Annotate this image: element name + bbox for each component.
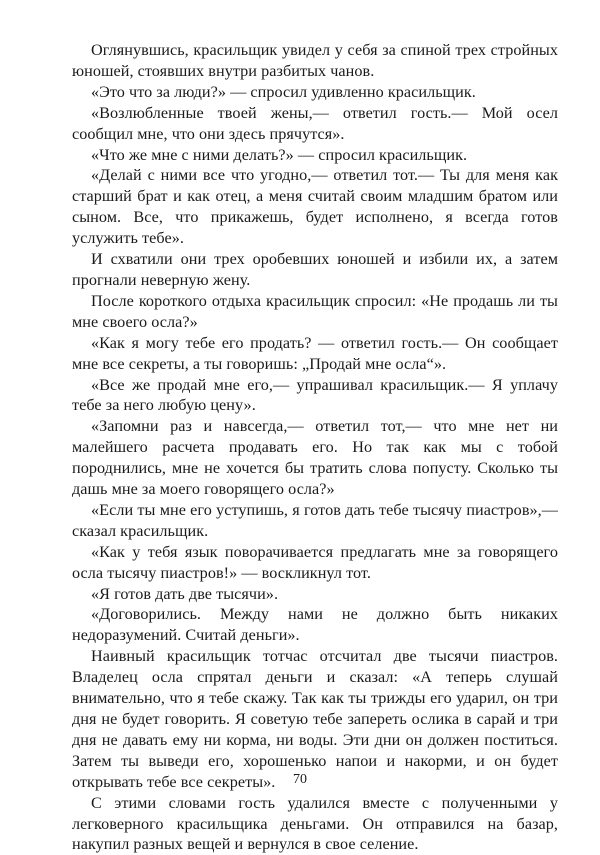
paragraph: Наивный красильщик тотчас отсчитал две тысячи пиастров. Владелец осла спрятал деньги и сказал: «А теперь слушай внимательно, что я тебе скажу. Так как ты трижды его ударил, он три дня не будет говорить. Я советую тебе запереть ослика в сарай и три дня не давать ему ни корма, ни воды. Эти дни он должен поститься. Затем ты выведи его, хорошенько напои и накорми, и он будет открывать тебе все секреты». <box>72 647 558 791</box>
paragraph: «Возлюбленные твоей жены,— ответил гость.— Мой осел сообщил мне, что они здесь прячутся». <box>72 103 558 143</box>
paragraph: «Я готов дать две тысячи». <box>91 584 279 603</box>
paragraph: «Все же продай мне его,— упрашивал красильщик.— Я уплачу тебе за него любую цену». <box>72 375 558 415</box>
paragraph: «Запомни раз и навсегда,— ответил тот,— что мне нет ни малейшего расчета продавать его. Но так как мы с тобой породнились, мне не хочется бы тратить слова попусту. Сколько ты дашь мне за моего говорящего осла?» <box>72 417 558 499</box>
paragraph: После короткого отдыха красильщик спросил: «Не продашь ли ты мне своего осла?» <box>72 291 558 331</box>
paragraph: «Как у тебя язык поворачивается предлагать мне за говорящего осла тысячу пиастров!» — воскликнул тот. <box>72 542 558 582</box>
paragraph: «Договорились. Между нами не должно быть никаких недоразумений. Считай деньги». <box>72 605 558 645</box>
paragraph: «Что же мне с ними делать?» — спросил красильщик. <box>91 145 468 164</box>
paragraph: С этими словами гость удалился вместе с полученными у легковерного красильщика деньгами. Он отправился на базар, накупил разных вещей и вернулся в свое селение. <box>72 793 558 854</box>
paragraph: «Если ты мне его уступишь, я готов дать тебе тысячу пиастров»,— сказал красильщик. <box>72 500 558 540</box>
page-number: 70 <box>293 772 307 787</box>
paragraph: «Делай с ними все что угодно,— ответил тот.— Ты для меня как старший брат и как отец, а меня считай своим младшим братом или сыном. Все, что прикажешь, будет исполнено, я всегда готов услужить тебе». <box>72 166 558 248</box>
paragraph: «Это что за люди?» — спросил удивленно красильщик. <box>91 82 476 101</box>
page-body <box>72 40 558 855</box>
paragraph: Оглянувшись, красильщик увидел у себя за спиной трех стройных юношей, стоявших внутри разбитых чанов. <box>72 41 558 80</box>
paragraph: «Как я могу тебе его продать? — ответил гость.— Он сообщает мне все секреты, а ты говоришь: „Продай мне осла“». <box>72 333 558 373</box>
paragraph: И схватили они трех оробевших юношей и избили их, а затем прогнали неверную жену. <box>72 250 558 289</box>
